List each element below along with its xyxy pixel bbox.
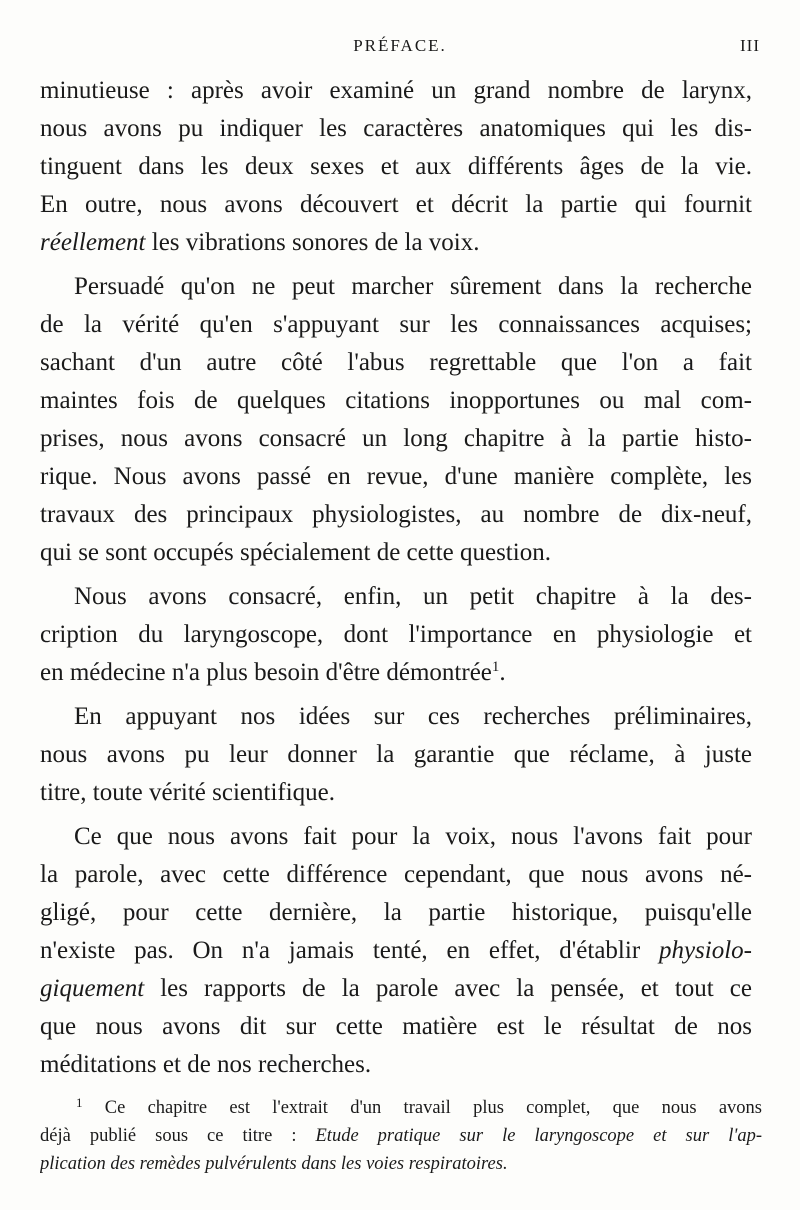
text-line: travaux des principaux physiologistes, au nombre de dix-neuf, <box>40 501 752 528</box>
footnote-area <box>40 1094 762 1178</box>
text-line: cription du laryngoscope, dont l'importance en physiologie et <box>40 621 752 648</box>
text-fragment: en médecine n'a plus besoin d'être démontrée <box>40 659 492 686</box>
text-line: gligé, pour cette dernière, la partie historique, puisqu'elle <box>40 899 752 926</box>
text-line: qui se sont occupés spécialement de cette question. <box>40 539 551 566</box>
footnote-line <box>40 1094 762 1122</box>
text-line <box>40 224 752 262</box>
footnote-reference: 1 <box>491 659 500 675</box>
text-line <box>40 654 752 692</box>
text-line: Ce que nous avons fait pour la voix, nous l'avons fait pour <box>74 823 752 850</box>
text-line: nous avons pu indiquer les caractères anatomiques qui les dis- <box>40 115 752 142</box>
footnote-line <box>40 1150 762 1178</box>
running-head <box>40 36 760 60</box>
text-line: que nous avons dit sur cette matière est le résultat de nos <box>40 1013 752 1040</box>
text-fragment: déjà publié sous ce titre : <box>40 1126 316 1146</box>
text-line: Nous avons consacré, enfin, un petit chapitre à la des- <box>74 583 752 610</box>
text-line: minutieuse : après avoir examiné un grand nombre de larynx, <box>40 77 752 104</box>
italic-word: giquement <box>40 975 145 1002</box>
text-line: maintes fois de quelques citations inopportunes ou mal com- <box>40 387 752 414</box>
text-line: Persuadé qu'on ne peut marcher sûrement dans la recherche <box>74 273 752 300</box>
footnote-mark: 1 <box>76 1095 83 1110</box>
running-title: PRÉFACE. <box>353 36 447 55</box>
italic-word: réellement <box>40 229 146 256</box>
text-line: de la vérité qu'en s'appuyant sur les connaissances acquises; <box>40 311 752 338</box>
text-line: prises, nous avons consacré un long chapitre à la partie histo- <box>40 425 752 452</box>
text-line: En appuyant nos idées sur ces recherches préliminaires, <box>74 703 752 730</box>
page-number: III <box>740 36 760 55</box>
italic-title: Etude pratique sur le laryngoscope et sur l'ap- <box>315 1126 762 1146</box>
italic-word: physiolo- <box>658 937 752 964</box>
text-fragment: les rapports de la parole avec la pensée, et tout ce <box>144 975 752 1002</box>
text-fragment: . <box>499 659 506 686</box>
text-line: En outre, nous avons découvert et décrit la partie qui fournit <box>40 191 752 218</box>
text-fragment: Ce chapitre est l'extrait d'un travail plus complet, que nous avons <box>82 1098 762 1118</box>
text-line: tinguent dans les deux sexes et aux différents âges de la vie. <box>40 153 752 180</box>
italic-title: plication des remèdes pulvérulents dans les voies respiratoires. <box>40 1154 508 1174</box>
text-line: rique. Nous avons passé en revue, d'une manière complète, les <box>40 463 752 490</box>
text-line: sachant d'un autre côté l'abus regrettable que l'on a fait <box>40 349 752 376</box>
text-line <box>40 970 752 1008</box>
text-fragment: les vibrations sonores de la voix. <box>145 229 480 256</box>
text-line: titre, toute vérité scientifique. <box>40 779 336 806</box>
text-line <box>40 932 752 970</box>
text-line: méditations et de nos recherches. <box>40 1051 372 1078</box>
text-fragment: n'existe pas. On n'a jamais tenté, en effet, d'établir <box>40 937 659 964</box>
text-line: la parole, avec cette différence cependant, que nous avons né- <box>40 861 752 888</box>
text-line: nous avons pu leur donner la garantie que réclame, à juste <box>40 741 752 768</box>
footnote-line <box>40 1122 762 1150</box>
body-text <box>40 72 752 1084</box>
